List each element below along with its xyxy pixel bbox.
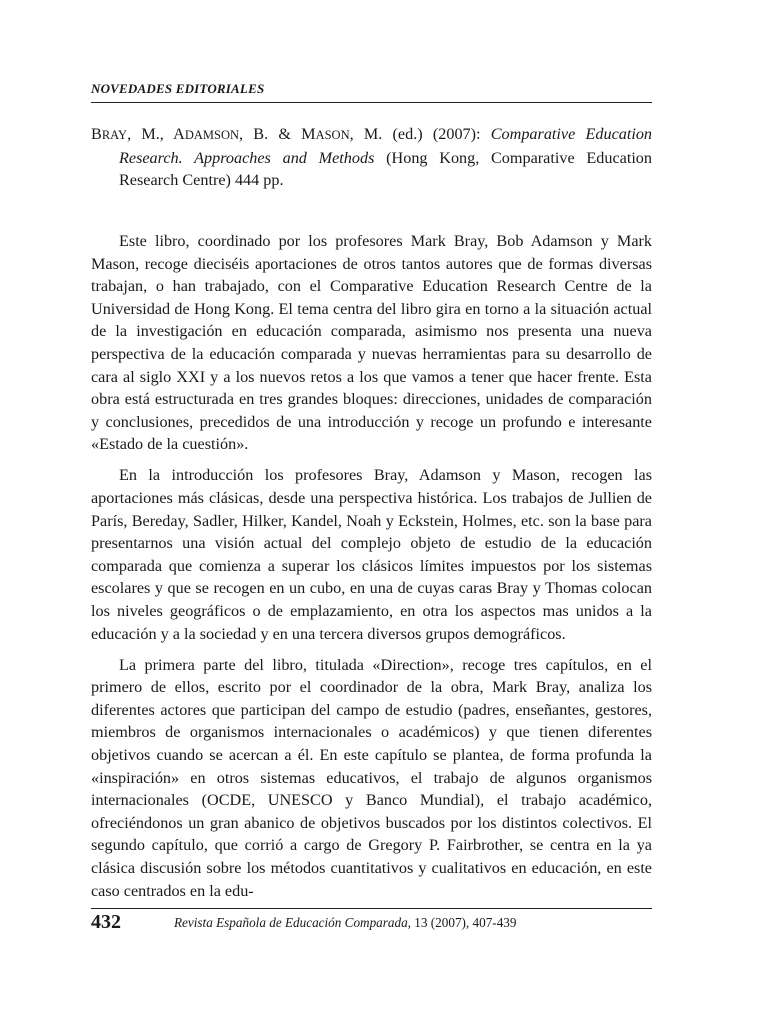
author-adamson [173,125,239,143]
author-initial: A [173,125,185,143]
paragraph: La primera parte del libro, titulada «Direction», recoge tres capítulos, en el primero de ellos, escrito por el coordinador de la obra, Mark Bray, analiza los diferentes actores que participan del campo de estudio (padres, enseñantes, gestores, miembros de organismos internacionales o académicos) y que tienen diferentes objetivos cuando se acercan a él. En este capítulo se plantea, de forma profunda la «inspiración» en otros sistemas educativos, el trabajo de algunos organismos internacionales (OCDE, UNESCO y Banco Mundial), el trabajo académico, ofreciéndonos un gran abanico de objetivos buscados por los distintos colectivos. El segundo capítulo, que corrió a cargo de Gregory P. Fairbrother, se centra en la ya clásica discusión sobre los métodos cuantitativos y cualitativos en educación, en este caso centrados en la edu- [91,655,652,900]
paragraph: Este libro, coordinado por los profesores Mark Bray, Bob Adamson y Mark Mason, recoge dieciséis aportaciones de otros tantos autores que de formas diversas trabajan, o han trabajado, con el Comparative Education Research Centre de la Universidad de Hong Kong. El tema centra del libro gira en torno a la situación actual de la investigación en educación comparada, asimismo nos presenta una nueva perspectiva de la educación comparada y nuevas herramientas para su desarrollo de cara al siglo XXI y a los nuevos retos a los que vamos a tener que hacer frente. Esta obra está estructurada en tres grandes bloques: direcciones, unidades de comparación y conclusiones, precedidos de una introducción y recoge un profundo e interesante «Estado de la cuestión». [91,232,652,454]
book-citation [91,123,652,192]
book-title: Comparative Education Research. Approaches and Methods [119,125,653,167]
running-head: NOVEDADES EDITORIALES [91,81,265,96]
author-given: , M., [127,125,174,143]
author-surname-rest: RAY [101,128,128,142]
author-initial: B [91,125,102,143]
review-body [91,230,652,911]
author-surname-rest: ASON [315,128,350,142]
footer-divider [91,908,652,909]
author-given: , B. & [239,125,302,143]
journal-title: Revista Española de Educación Comparada, [174,915,411,930]
page [91,0,652,1024]
page-number: 432 [91,911,121,933]
author-bray [91,125,127,143]
author-surname-rest: DAMSON [184,128,240,142]
journal-reference [174,915,516,931]
paragraph: En la introducción los profesores Bray, Adamson y Mason, recogen las aportaciones más clásicas, desde una perspectiva histórica. Los trabajos de Jullien de París, Bereday, Sadler, Hilker, Kandel, Noah y Eckstein, Holmes, etc. son la base para presentarnos una visión actual del complejo objeto de estudio de la educación comparada que comienza a superar los clásicos límites impuestos por los sistemas escolares y que se recogen en un cubo, en una de cuyas caras Bray y Thomas colocan los niveles geográficos o de emplazamiento, en otra los aspectos mas unidos a la educación y a la sociedad y en una tercera diversos grupos demográficos. [91,466,652,643]
header-divider [91,102,652,103]
publisher-info: (Hong Kong, Comparative Education Research Centre) 444 pp. [119,148,652,189]
author-mason [301,125,349,143]
journal-issue: 13 (2007), 407-439 [410,915,517,930]
author-given: , M. (ed.) (2007): [349,125,491,143]
author-initial: M [301,125,316,143]
